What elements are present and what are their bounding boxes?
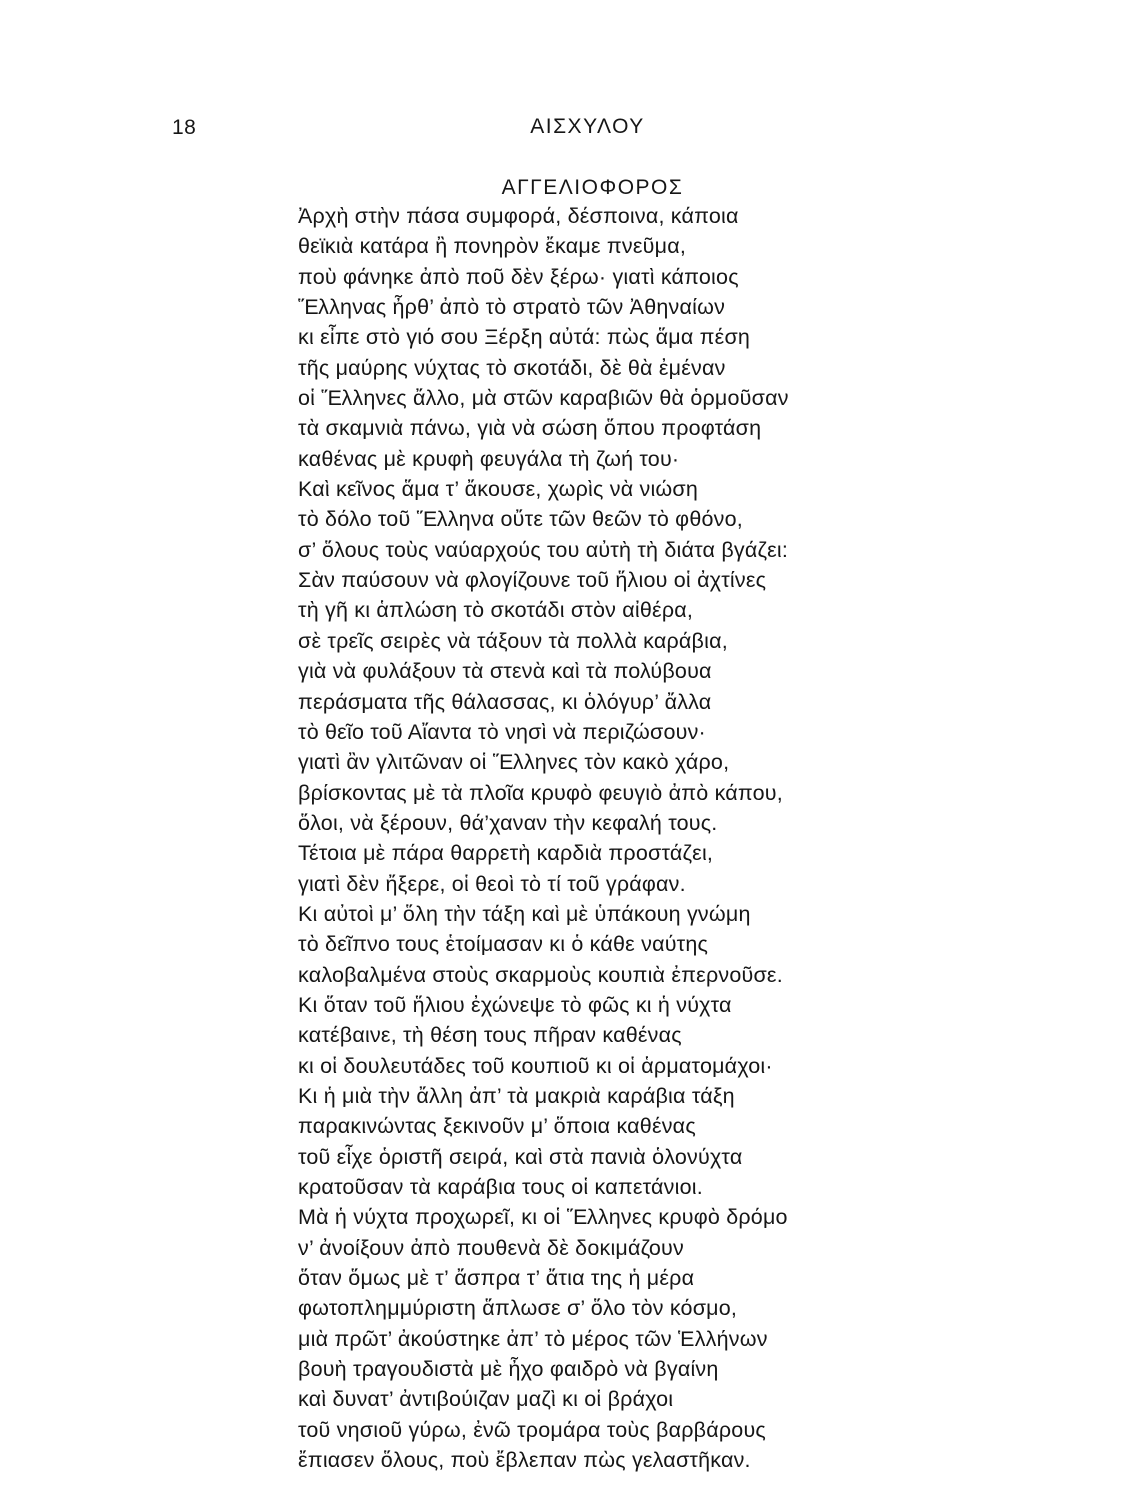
verse-line: θεϊκιὰ κατάρα ἢ πονηρὸν ἔκαμε πνεῦμα,	[298, 234, 687, 259]
verse-line: βρίσκοντας μὲ τὰ πλοῖα κρυφὸ φευγιὸ ἀπὸ κάπου,	[298, 780, 783, 805]
verse-line: τοῦ νησιοῦ γύρω, ἐνῶ τρομάρα τοὺς βαρβάρους	[298, 1417, 766, 1442]
speaker-name: ΑΓΓΕΛΙΟΦΟΡΟΣ	[501, 176, 684, 199]
verse-line: Σὰν παύσουν νὰ φλογίζουνε τοῦ ἥλιου οἱ ἀχτίνες	[298, 568, 767, 593]
verse-line: Τέτοια μὲ πάρα θαρρετὴ καρδιὰ προστάζει,	[298, 841, 714, 866]
verse-line: γιατὶ δὲν ἤξερε, οἱ θεοὶ τὸ τί τοῦ γράφαν.	[298, 871, 686, 896]
verse-line: κι οἱ δουλευτάδες τοῦ κουπιοῦ κι οἱ ἁρματομάχοι·	[298, 1053, 773, 1078]
verse-line: Κι ἡ μιὰ τὴν ἄλλη ἀπ’ τὰ μακριὰ καράβια τάξη	[298, 1083, 735, 1108]
verse-line: ὅλοι, νὰ ξέρουν, θά’χαναν τὴν κεφαλή τους.	[298, 810, 718, 835]
running-head: ΑΙΣΧΥΛΟΥ	[530, 115, 645, 138]
verse-line: Καὶ κεῖνος ἅμα τ’ ἄκουσε, χωρὶς νὰ νιώση	[298, 477, 699, 502]
verse-line: τοῦ εἶχε ὁριστῆ σειρά, καὶ στὰ πανιὰ ὁλονύχτα	[298, 1144, 743, 1169]
verse-line: περάσματα τῆς θάλασσας, κι ὁλόγυρ’ ἄλλα	[298, 689, 712, 714]
verse-line: παρακινώντας ξεκινοῦν μ’ ὅποια καθένας	[298, 1114, 696, 1139]
verse-line: τὸ δεῖπνο τους ἑτοίμασαν κι ὁ κάθε ναύτης	[298, 932, 709, 957]
verse-block	[298, 201, 789, 1475]
verse-line: τὴ γῆ κι ἁπλώση τὸ σκοτάδι στὸν αἰθέρα,	[298, 598, 694, 623]
verse-line: γιὰ νὰ φυλάξουν τὰ στενὰ καὶ τὰ πολύβουα	[298, 659, 712, 684]
verse-line: Κι αὐτοὶ μ’ ὅλη τὴν τάξη καὶ μὲ ὑπάκουη γνώμη	[298, 901, 751, 926]
verse-line: καλοβαλμένα στοὺς σκαρμοὺς κουπιὰ ἐπερνοῦσε.	[298, 962, 783, 987]
verse-line: φωτοπλημμύριστη ἅπλωσε σ’ ὅλο τὸν κόσμο,	[298, 1296, 738, 1321]
verse-line: τὸ δόλο τοῦ Ἕλληνα οὔτε τῶν θεῶν τὸ φθόνο,	[298, 507, 743, 532]
verse-line: Ἀρχὴ στὴν πάσα συμφορά, δέσποινα, κάποια	[298, 204, 739, 228]
verse-line: σὲ τρεῖς σειρὲς νὰ τάξουν τὰ πολλὰ καράβια,	[298, 628, 728, 653]
verse-line: βουὴ τραγουδιστὰ μὲ ἦχο φαιδρὸ νὰ βγαίνη	[298, 1357, 719, 1382]
verse-line: ὅταν ὅμως μὲ τ’ ἄσπρα τ’ ἄτια της ἡ μέρα	[298, 1266, 695, 1291]
verse-line: γιατὶ ἂν γλιτῶναν οἱ Ἕλληνες τὸν κακὸ χάρο,	[298, 750, 730, 775]
verse-line: καθένας μὲ κρυφὴ φευγάλα τὴ ζωή του·	[298, 446, 680, 471]
verse-line: τὰ σκαμνιὰ πάνω, γιὰ νὰ σώση ὅπου προφτάση	[298, 416, 762, 441]
verse-line: καὶ δυνατ’ ἀντιβούιζαν μαζὶ κι οἱ βράχοι	[298, 1387, 674, 1412]
verse-line: ποὺ φάνηκε ἀπὸ ποῦ δὲν ξέρω· γιατὶ κάποιος	[298, 264, 739, 289]
verse-line: τῆς μαύρης νύχτας τὸ σκοτάδι, δὲ θὰ ἐμέναν	[298, 355, 726, 380]
verse-line: μιὰ πρῶτ’ ἀκούστηκε ἀπ’ τὸ μέρος τῶν Ἑλλήνων	[298, 1326, 768, 1351]
verse-line: Μὰ ἡ νύχτα προχωρεῖ, κι οἱ Ἕλληνες κρυφὸ δρόμο	[298, 1205, 788, 1230]
verse-line: Κι ὅταν τοῦ ἥλιου ἐχώνεψε τὸ φῶς κι ἡ νύχτα	[298, 992, 732, 1017]
verse-line: κρατοῦσαν τὰ καράβια τους οἱ καπετάνιοι.	[298, 1175, 703, 1199]
verse-line: οἱ Ἕλληνες ἄλλο, μὰ στῶν καραβιῶν θὰ ὁρμοῦσαν	[298, 386, 789, 411]
verse-line: Ἕλληνας ἦρθ’ ἀπὸ τὸ στρατὸ τῶν Ἀθηναίων	[298, 295, 726, 320]
verse-line: ν’ ἀνοίξουν ἀπὸ πουθενὰ δὲ δοκιμάζουν	[298, 1235, 684, 1260]
page-number: 18	[172, 116, 197, 139]
verse-line: ἔπιασεν ὅλους, ποὺ ἔβλεπαν πὼς γελαστῆκαν.	[298, 1448, 751, 1473]
verse-line: κατέβαινε, τὴ θέση τους πῆραν καθένας	[298, 1023, 682, 1048]
verse-line: κι εἶπε στὸ γιό σου Ξέρξη αὐτά: πὼς ἅμα πέση	[298, 325, 751, 350]
verse-line: σ’ ὅλους τοὺς ναύαρχούς του αὐτὴ τὴ διάτα βγάζει:	[298, 537, 789, 562]
verse-line: τὸ θεῖο τοῦ Αἴαντα τὸ νησὶ νὰ περιζώσουν·	[298, 719, 706, 744]
